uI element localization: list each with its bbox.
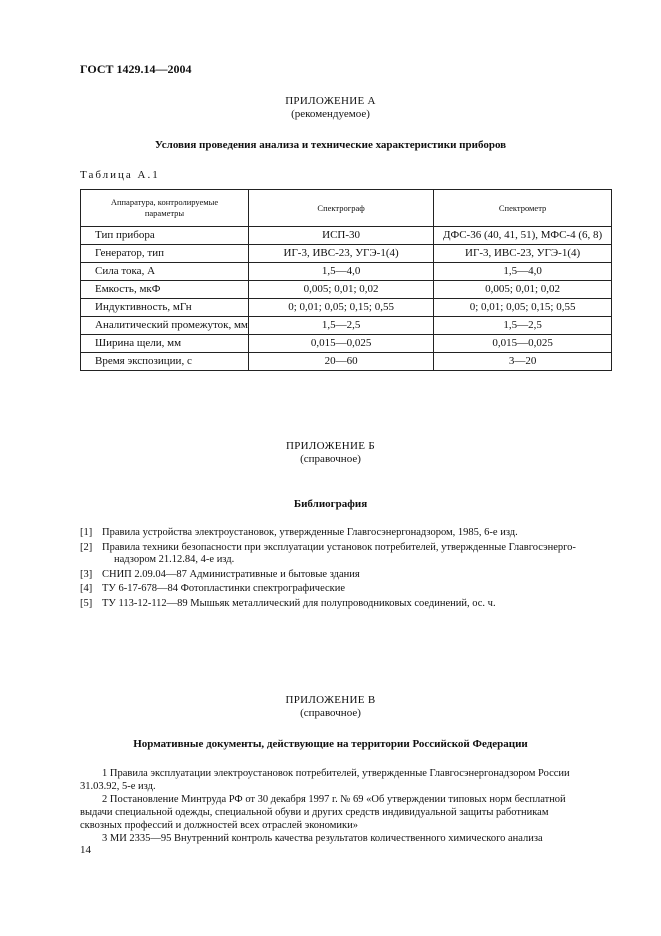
normative-doc-line: выдачи специальной одежды, специальной обуви и других средств индивидуальной защиты работникам xyxy=(80,807,549,818)
normative-doc-line: 2 Постановление Минтруда РФ от 30 декабря 1997 г. № 69 «Об утверждении типовых норм бесплатной xyxy=(102,794,566,805)
table-cell: ИГ-3, ИВС-23, УГЭ-1(4) xyxy=(248,245,433,263)
table-label: Таблица А.1 xyxy=(80,169,160,181)
table-header-row xyxy=(81,190,612,227)
table-cell: Емкость, мкФ xyxy=(81,281,249,299)
table-row xyxy=(81,335,612,353)
bibliography-text: Правила устройства электроустановок, утвержденные Главгосэнергонадзором, 1985, 6-е изд. xyxy=(102,527,518,538)
table-cell: ИСП-30 xyxy=(248,227,433,245)
bibliography-text: ТУ 113-12-112—89 Мышьяк металлический для полупроводниковых соединений, ос. ч. xyxy=(102,597,496,609)
bibliography-line xyxy=(80,542,615,555)
normative-doc-line: 1 Правила эксплуатации электроустановок потребителей, утвержденные Главгосэнергонадзором России xyxy=(102,768,570,779)
table-cell: 0,005; 0,01; 0,02 xyxy=(434,281,612,299)
table-cell: ИГ-3, ИВС-23, УГЭ-1(4) xyxy=(434,245,612,263)
table-cell: Ширина щели, мм xyxy=(81,335,249,353)
table-cell: 0,005; 0,01; 0,02 xyxy=(248,281,433,299)
table-cell: Сила тока, А xyxy=(81,263,249,281)
normative-doc-line: 31.03.92, 5-е изд. xyxy=(80,781,156,792)
table-cell: Время экспозиции, с xyxy=(81,353,249,371)
document-id: ГОСТ 1429.14—2004 xyxy=(80,62,192,76)
appendix-b-heading: Библиография xyxy=(293,498,368,510)
table-cell: 0; 0,01; 0,05; 0,15; 0,55 xyxy=(248,299,433,317)
table-cell: 1,5—2,5 xyxy=(248,317,433,335)
bibliography-text: СНИП 2.09.04—87 Административные и бытовые здания xyxy=(102,568,360,580)
table-row xyxy=(81,245,612,263)
table-cell: 3—20 xyxy=(434,353,612,371)
bibliography-item xyxy=(80,527,615,540)
appendix-b-subtitle: (справочное) xyxy=(300,453,361,465)
table-cell: Тип прибора xyxy=(81,227,249,245)
page-number: 14 xyxy=(80,844,91,856)
table-cell: 1,5—4,0 xyxy=(248,263,433,281)
table-header-cell xyxy=(81,190,249,227)
table-row xyxy=(81,299,612,317)
table-cell: 0,015—0,025 xyxy=(248,335,433,353)
table-cell: 0; 0,01; 0,05; 0,15; 0,55 xyxy=(434,299,612,317)
header-params-text: Аппаратура, контролируемые параметры xyxy=(110,197,219,218)
appendix-c-title: ПРИЛОЖЕНИЕ В xyxy=(285,694,376,706)
table-cell: Аналитический промежуток, мм xyxy=(81,317,249,335)
table-cell: Индуктивность, мГн xyxy=(81,299,249,317)
table-header-cell: Спектрограф xyxy=(248,190,433,227)
table-row xyxy=(81,263,612,281)
normative-doc-line: 3 МИ 2335—95 Внутренний контроль качества результатов количественного химического анализа xyxy=(102,833,543,844)
appendix-c-subtitle: (справочное) xyxy=(300,707,361,719)
table-cell: ДФС-36 (40, 41, 51), МФС-4 (6, 8) xyxy=(434,227,612,245)
normative-doc-line: сквозных профессий и должностей всех отраслей экономики» xyxy=(80,820,358,831)
bibliography-number: [3] xyxy=(80,568,93,580)
bibliography-line xyxy=(80,527,615,540)
bibliography-text: Правила техники безопасности при эксплуатации установок потребителей, утвержденные Главгосэнерго- xyxy=(102,541,576,553)
bibliography-number: [2] xyxy=(80,541,93,553)
bibliography-number: [5] xyxy=(80,597,93,609)
table-cell: Генератор, тип xyxy=(81,245,249,263)
spec-table xyxy=(80,189,612,371)
bibliography-list xyxy=(80,527,615,612)
bibliography-line xyxy=(80,598,615,611)
bibliography-line xyxy=(80,583,615,596)
bibliography-text: надзором 21.12.84, 4-е изд. xyxy=(114,554,235,565)
table-row xyxy=(81,317,612,335)
table-header-cell: Спектрометр xyxy=(434,190,612,227)
appendix-a-subtitle: (рекомендуемое) xyxy=(291,108,370,120)
table-cell: 1,5—4,0 xyxy=(434,263,612,281)
appendix-b-title: ПРИЛОЖЕНИЕ Б xyxy=(286,440,375,452)
bibliography-text: ТУ 6-17-678—84 Фотопластинки спектрографические xyxy=(102,583,346,594)
bibliography-line xyxy=(80,554,615,567)
table-cell: 20—60 xyxy=(248,353,433,371)
table-cell: 0,015—0,025 xyxy=(434,335,612,353)
bibliography-number: [4] xyxy=(80,583,93,594)
normative-docs-list xyxy=(80,767,615,845)
appendix-c-heading: Нормативные документы, действующие на территории Российской Федерации xyxy=(133,738,528,750)
appendix-a-heading: Условия проведения анализа и технические характеристики приборов xyxy=(154,139,507,151)
table-cell: 1,5—2,5 xyxy=(434,317,612,335)
appendix-a-title: ПРИЛОЖЕНИЕ А xyxy=(285,95,376,107)
bibliography-item xyxy=(80,598,615,611)
bibliography-line xyxy=(80,569,615,582)
bibliography-item xyxy=(80,569,615,582)
bibliography-item xyxy=(80,542,615,567)
table-row xyxy=(81,227,612,245)
table-row xyxy=(81,281,612,299)
table-row xyxy=(81,353,612,371)
bibliography-item xyxy=(80,583,615,596)
bibliography-number: [1] xyxy=(80,527,93,538)
